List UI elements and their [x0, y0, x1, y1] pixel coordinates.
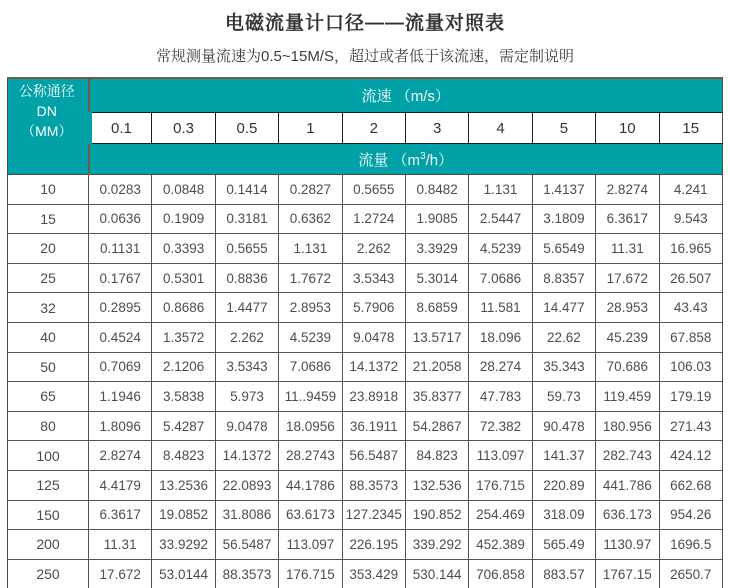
flow-value: 18.0956 [279, 411, 342, 441]
flow-value: 67.858 [659, 322, 722, 352]
flow-value: 23.8918 [342, 382, 405, 412]
flow-value: 90.478 [532, 411, 595, 441]
table-row-dn-100 [8, 441, 723, 471]
flow-value: 2.8274 [596, 175, 659, 205]
flow-value: 0.1131 [89, 234, 152, 264]
speed-value-3: 3 [405, 113, 468, 144]
flow-value: 0.8482 [405, 175, 468, 205]
flow-value: 22.62 [532, 322, 595, 352]
flow-value: 70.686 [596, 352, 659, 382]
flow-value: 3.5838 [152, 382, 215, 412]
flow-value: 43.43 [659, 293, 722, 323]
flow-value: 47.783 [469, 382, 532, 412]
flow-value: 226.195 [342, 530, 405, 560]
flow-value: 0.0283 [89, 175, 152, 205]
flow-value: 1.3572 [152, 322, 215, 352]
speed-value-5: 5 [532, 113, 595, 144]
flow-value: 36.1911 [342, 411, 405, 441]
flow-value: 0.8836 [215, 263, 278, 293]
flow-comparison-table [7, 77, 723, 588]
flow-value: 4.5239 [469, 234, 532, 264]
flow-value: 1.8096 [89, 411, 152, 441]
flow-value: 4.5239 [279, 322, 342, 352]
flow-value: 179.19 [659, 382, 722, 412]
flow-value: 56.5487 [342, 441, 405, 471]
flow-value: 954.26 [659, 500, 722, 530]
flow-value: 3.1809 [532, 204, 595, 234]
table-row-dn-250 [8, 559, 723, 588]
flow-value: 28.953 [596, 293, 659, 323]
flow-value: 19.0852 [152, 500, 215, 530]
flow-value: 84.823 [405, 441, 468, 471]
flow-value: 113.097 [469, 441, 532, 471]
dn-value: 50 [8, 352, 89, 382]
flow-value: 35.343 [532, 352, 595, 382]
flow-header-suffix: /h） [425, 151, 454, 169]
flow-value: 1.131 [279, 234, 342, 264]
flow-value: 3.3929 [405, 234, 468, 264]
flow-value: 1767.15 [596, 559, 659, 588]
flow-value: 0.5655 [215, 234, 278, 264]
flow-value: 530.144 [405, 559, 468, 588]
flow-value: 11..9459 [279, 382, 342, 412]
speed-value-1: 1 [279, 113, 342, 144]
dn-value: 40 [8, 322, 89, 352]
flow-value: 28.274 [469, 352, 532, 382]
dn-value: 15 [8, 204, 89, 234]
speed-header-label: 流速 （m/s） [89, 78, 723, 113]
flow-value: 8.6859 [405, 293, 468, 323]
dn-value: 80 [8, 411, 89, 441]
flow-value: 9.543 [659, 204, 722, 234]
flow-value: 1.2724 [342, 204, 405, 234]
flow-value: 176.715 [469, 470, 532, 500]
flow-value: 132.536 [405, 470, 468, 500]
dn-value: 10 [8, 175, 89, 205]
table-row-dn-10 [8, 175, 723, 205]
flow-value: 11.581 [469, 293, 532, 323]
flow-value: 7.0686 [279, 352, 342, 382]
flow-value: 706.858 [469, 559, 532, 588]
flow-value: 5.973 [215, 382, 278, 412]
dn-value: 65 [8, 382, 89, 412]
speed-values-row [8, 113, 723, 144]
speed-value-10: 10 [596, 113, 659, 144]
flow-value: 2.1206 [152, 352, 215, 382]
table-row-dn-50 [8, 352, 723, 382]
flow-value: 8.4823 [152, 441, 215, 471]
speed-value-2: 2 [342, 113, 405, 144]
flow-value: 180.956 [596, 411, 659, 441]
flow-value: 22.0893 [215, 470, 278, 500]
flow-value: 0.3393 [152, 234, 215, 264]
flow-value: 106.03 [659, 352, 722, 382]
flow-value: 63.6173 [279, 500, 342, 530]
speed-value-0.5: 0.5 [215, 113, 278, 144]
flow-header-row [8, 144, 723, 175]
flow-value: 11.31 [596, 234, 659, 264]
flow-value: 220.89 [532, 470, 595, 500]
flow-header-prefix: 流量 （m [358, 151, 421, 169]
flow-value: 565.49 [532, 530, 595, 560]
flow-value: 0.4524 [89, 322, 152, 352]
flow-value: 21.2058 [405, 352, 468, 382]
flow-value: 7.0686 [469, 263, 532, 293]
flow-value: 2650.7 [659, 559, 722, 588]
flow-value: 0.8686 [152, 293, 215, 323]
flow-value: 190.852 [405, 500, 468, 530]
flow-value: 0.0848 [152, 175, 215, 205]
flow-value: 883.57 [532, 559, 595, 588]
flow-value: 141.37 [532, 441, 595, 471]
flow-header-label [89, 144, 723, 175]
speed-value-15: 15 [659, 113, 722, 144]
speed-header-row [8, 78, 723, 113]
flow-value: 424.12 [659, 441, 722, 471]
table-row-dn-80 [8, 411, 723, 441]
flow-value: 2.8953 [279, 293, 342, 323]
flow-value: 28.2743 [279, 441, 342, 471]
flow-value: 1696.5 [659, 530, 722, 560]
dn-value: 150 [8, 500, 89, 530]
flow-value: 662.68 [659, 470, 722, 500]
page-title: 电磁流量计口径——流量对照表 [224, 13, 505, 34]
flow-value: 33.9292 [152, 530, 215, 560]
flow-table-body [8, 175, 723, 588]
flow-value: 3.5343 [342, 263, 405, 293]
flow-value: 35.8377 [405, 382, 468, 412]
flow-value: 88.3573 [342, 470, 405, 500]
flow-value: 1.4137 [532, 175, 595, 205]
flow-value: 353.429 [342, 559, 405, 588]
flow-value: 13.2536 [152, 470, 215, 500]
flow-value: 0.2827 [279, 175, 342, 205]
flow-value: 16.965 [659, 234, 722, 264]
speed-value-0.3: 0.3 [152, 113, 215, 144]
flow-value: 14.1372 [342, 352, 405, 382]
flow-header-sup: 3 [420, 150, 426, 162]
flow-value: 56.5487 [215, 530, 278, 560]
flow-value: 17.672 [89, 559, 152, 588]
table-row-dn-15 [8, 204, 723, 234]
flow-value: 1.1946 [89, 382, 152, 412]
flow-value: 271.43 [659, 411, 722, 441]
flow-value: 1.9085 [405, 204, 468, 234]
flow-value: 0.3181 [215, 204, 278, 234]
speed-value-0.1: 0.1 [89, 113, 152, 144]
flow-value: 45.239 [596, 322, 659, 352]
flow-value: 282.743 [596, 441, 659, 471]
flow-value: 636.173 [596, 500, 659, 530]
flow-value: 441.786 [596, 470, 659, 500]
flow-value: 1.4477 [215, 293, 278, 323]
flow-value: 119.459 [596, 382, 659, 412]
flow-value: 18.096 [469, 322, 532, 352]
dn-value: 32 [8, 293, 89, 323]
table-row-dn-40 [8, 322, 723, 352]
flow-value: 31.8086 [215, 500, 278, 530]
flow-value: 0.7069 [89, 352, 152, 382]
flow-value: 254.469 [469, 500, 532, 530]
flow-value: 0.6362 [279, 204, 342, 234]
table-row-dn-25 [8, 263, 723, 293]
flow-value: 6.3617 [89, 500, 152, 530]
flow-value: 0.2895 [89, 293, 152, 323]
corner-header-line2: （MM） [21, 123, 73, 140]
flow-value: 127.2345 [342, 500, 405, 530]
page-subtitle: 常规测量流速为0.5~15M/S，超过或者低于该流速，需定制说明 [156, 48, 574, 65]
flow-value: 0.5301 [152, 263, 215, 293]
corner-header-dn [8, 78, 89, 144]
flow-value: 9.0478 [215, 411, 278, 441]
table-row-dn-200 [8, 530, 723, 560]
flow-header-spacer [8, 144, 89, 175]
flow-value: 59.73 [532, 382, 595, 412]
flow-value: 53.0144 [152, 559, 215, 588]
flow-value: 176.715 [279, 559, 342, 588]
flow-value: 0.1414 [215, 175, 278, 205]
flow-value: 14.1372 [215, 441, 278, 471]
flow-value: 5.3014 [405, 263, 468, 293]
flow-value: 2.262 [342, 234, 405, 264]
flow-value: 0.1909 [152, 204, 215, 234]
flow-value: 72.382 [469, 411, 532, 441]
flow-value: 2.8274 [89, 441, 152, 471]
corner-header-line1: 公称通径DN [18, 82, 75, 120]
dn-value: 25 [8, 263, 89, 293]
flow-value: 0.0636 [89, 204, 152, 234]
flow-value: 3.5343 [215, 352, 278, 382]
dn-value: 250 [8, 559, 89, 588]
flow-value: 1.131 [469, 175, 532, 205]
flow-value: 17.672 [596, 263, 659, 293]
dn-value: 200 [8, 530, 89, 560]
flow-value: 2.5447 [469, 204, 532, 234]
table-row-dn-20 [8, 234, 723, 264]
flow-value: 5.7906 [342, 293, 405, 323]
dn-value: 100 [8, 441, 89, 471]
flow-value: 1.7672 [279, 263, 342, 293]
flow-value: 9.0478 [342, 322, 405, 352]
dn-value: 20 [8, 234, 89, 264]
flow-value: 1130.97 [596, 530, 659, 560]
flow-value: 113.097 [279, 530, 342, 560]
flow-value: 14.477 [532, 293, 595, 323]
table-row-dn-32 [8, 293, 723, 323]
flow-value: 6.3617 [596, 204, 659, 234]
flow-value: 339.292 [405, 530, 468, 560]
flow-value: 0.5655 [342, 175, 405, 205]
table-row-dn-150 [8, 500, 723, 530]
flow-value: 5.4287 [152, 411, 215, 441]
flow-value: 4.241 [659, 175, 722, 205]
dn-value: 125 [8, 470, 89, 500]
flow-value: 13.5717 [405, 322, 468, 352]
flow-value: 0.1767 [89, 263, 152, 293]
flow-value: 8.8357 [532, 263, 595, 293]
flow-value: 88.3573 [215, 559, 278, 588]
flow-value: 11.31 [89, 530, 152, 560]
flow-value: 26.507 [659, 263, 722, 293]
table-row-dn-65 [8, 382, 723, 412]
flow-value: 4.4179 [89, 470, 152, 500]
flow-value: 54.2867 [405, 411, 468, 441]
flow-value: 5.6549 [532, 234, 595, 264]
flow-value: 452.389 [469, 530, 532, 560]
flow-value: 44.1786 [279, 470, 342, 500]
table-row-dn-125 [8, 470, 723, 500]
speed-value-4: 4 [469, 113, 532, 144]
flow-value: 2.262 [215, 322, 278, 352]
flow-value: 318.09 [532, 500, 595, 530]
